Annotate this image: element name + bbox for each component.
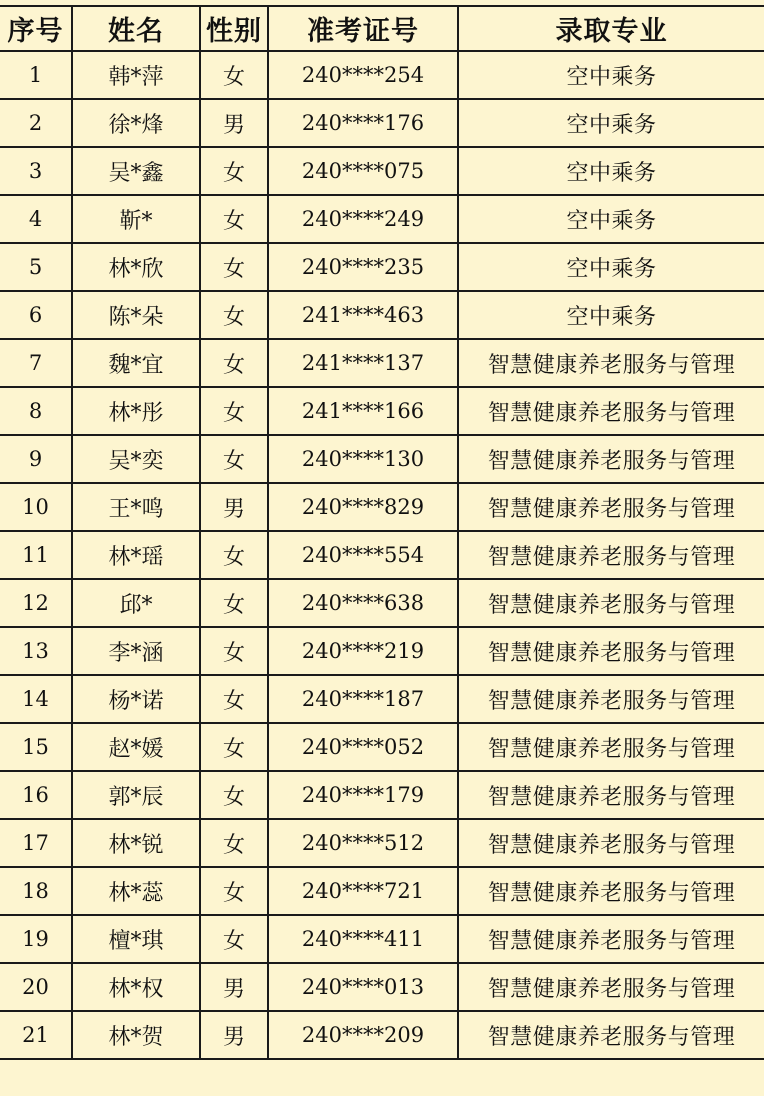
cell-gender: 女 [200, 675, 268, 723]
cell-name: 林*瑶 [72, 531, 200, 579]
table-row [0, 675, 764, 723]
cell-exam-id: 240****235 [268, 243, 458, 291]
cell-no: 21 [0, 1011, 72, 1059]
cell-no: 1 [0, 51, 72, 99]
cell-exam-id: 240****179 [268, 771, 458, 819]
cell-gender: 女 [200, 627, 268, 675]
cell-gender: 女 [200, 771, 268, 819]
cell-exam-id: 240****130 [268, 435, 458, 483]
cell-gender: 女 [200, 387, 268, 435]
cell-no: 10 [0, 483, 72, 531]
table-row [0, 819, 764, 867]
cell-name: 赵*媛 [72, 723, 200, 771]
table-row [0, 147, 764, 195]
cell-exam-id: 241****166 [268, 387, 458, 435]
cell-exam-id: 240****829 [268, 483, 458, 531]
cell-exam-id: 240****176 [268, 99, 458, 147]
cell-no: 16 [0, 771, 72, 819]
header-exam-id: 准考证号 [268, 6, 458, 51]
cell-major: 空中乘务 [458, 51, 764, 99]
cell-exam-id: 240****411 [268, 915, 458, 963]
cell-name: 林*锐 [72, 819, 200, 867]
cell-name: 杨*诺 [72, 675, 200, 723]
cell-gender: 女 [200, 435, 268, 483]
cell-exam-id: 240****721 [268, 867, 458, 915]
cell-major: 智慧健康养老服务与管理 [458, 1011, 764, 1059]
cell-gender: 女 [200, 51, 268, 99]
cell-no: 17 [0, 819, 72, 867]
cell-name: 魏*宜 [72, 339, 200, 387]
cell-no: 12 [0, 579, 72, 627]
table-row [0, 1011, 764, 1059]
cell-name: 王*鸣 [72, 483, 200, 531]
cell-name: 林*欣 [72, 243, 200, 291]
cell-major: 空中乘务 [458, 99, 764, 147]
cell-no: 7 [0, 339, 72, 387]
cell-name: 靳* [72, 195, 200, 243]
cell-gender: 男 [200, 99, 268, 147]
cell-no: 13 [0, 627, 72, 675]
table-row [0, 723, 764, 771]
cell-no: 9 [0, 435, 72, 483]
cell-exam-id: 240****512 [268, 819, 458, 867]
table-row [0, 291, 764, 339]
table-row [0, 963, 764, 1011]
cell-major: 智慧健康养老服务与管理 [458, 483, 764, 531]
table-row [0, 195, 764, 243]
cell-major: 空中乘务 [458, 147, 764, 195]
table-row [0, 867, 764, 915]
cell-gender: 男 [200, 963, 268, 1011]
cell-exam-id: 240****249 [268, 195, 458, 243]
header-gender: 性别 [200, 6, 268, 51]
cell-gender: 女 [200, 915, 268, 963]
cell-gender: 女 [200, 195, 268, 243]
cell-exam-id: 240****219 [268, 627, 458, 675]
table-row [0, 435, 764, 483]
cell-name: 林*贺 [72, 1011, 200, 1059]
cell-no: 6 [0, 291, 72, 339]
cell-gender: 女 [200, 867, 268, 915]
table-row [0, 99, 764, 147]
header-no: 序号 [0, 6, 72, 51]
table-row [0, 531, 764, 579]
cell-exam-id: 240****075 [268, 147, 458, 195]
cell-name: 邱* [72, 579, 200, 627]
cell-no: 2 [0, 99, 72, 147]
table-row [0, 387, 764, 435]
cell-major: 智慧健康养老服务与管理 [458, 339, 764, 387]
cell-major: 智慧健康养老服务与管理 [458, 915, 764, 963]
cell-major: 空中乘务 [458, 291, 764, 339]
table-header-row [0, 6, 764, 51]
cell-exam-id: 241****463 [268, 291, 458, 339]
cell-gender: 男 [200, 483, 268, 531]
cell-major: 智慧健康养老服务与管理 [458, 675, 764, 723]
cell-gender: 女 [200, 723, 268, 771]
cell-name: 林*权 [72, 963, 200, 1011]
cell-name: 檀*琪 [72, 915, 200, 963]
cell-name: 李*涵 [72, 627, 200, 675]
cell-no: 14 [0, 675, 72, 723]
cell-no: 19 [0, 915, 72, 963]
cell-exam-id: 240****209 [268, 1011, 458, 1059]
cell-name: 吴*奕 [72, 435, 200, 483]
cell-major: 空中乘务 [458, 195, 764, 243]
cell-exam-id: 240****187 [268, 675, 458, 723]
cell-no: 3 [0, 147, 72, 195]
table-row [0, 915, 764, 963]
cell-gender: 女 [200, 579, 268, 627]
cell-no: 18 [0, 867, 72, 915]
cell-name: 徐*烽 [72, 99, 200, 147]
cell-exam-id: 240****254 [268, 51, 458, 99]
cell-no: 11 [0, 531, 72, 579]
cell-name: 郭*辰 [72, 771, 200, 819]
cell-gender: 女 [200, 243, 268, 291]
cell-exam-id: 240****554 [268, 531, 458, 579]
cell-major: 智慧健康养老服务与管理 [458, 819, 764, 867]
cell-name: 林*蕊 [72, 867, 200, 915]
cell-major: 智慧健康养老服务与管理 [458, 771, 764, 819]
table-row [0, 483, 764, 531]
cell-major: 智慧健康养老服务与管理 [458, 579, 764, 627]
cell-gender: 女 [200, 819, 268, 867]
cell-gender: 女 [200, 291, 268, 339]
cell-gender: 女 [200, 339, 268, 387]
cell-major: 智慧健康养老服务与管理 [458, 531, 764, 579]
cell-exam-id: 240****052 [268, 723, 458, 771]
cell-name: 陈*朵 [72, 291, 200, 339]
cell-major: 智慧健康养老服务与管理 [458, 627, 764, 675]
cell-gender: 女 [200, 147, 268, 195]
cell-major: 智慧健康养老服务与管理 [458, 963, 764, 1011]
table-body [0, 51, 764, 1059]
cell-major: 智慧健康养老服务与管理 [458, 435, 764, 483]
admission-table [0, 5, 764, 1060]
cell-gender: 女 [200, 531, 268, 579]
cell-exam-id: 240****638 [268, 579, 458, 627]
cell-name: 吴*鑫 [72, 147, 200, 195]
cell-major: 智慧健康养老服务与管理 [458, 867, 764, 915]
header-major: 录取专业 [458, 6, 764, 51]
table-row [0, 339, 764, 387]
cell-name: 韩*萍 [72, 51, 200, 99]
cell-exam-id: 240****013 [268, 963, 458, 1011]
table-row [0, 243, 764, 291]
table-row [0, 627, 764, 675]
cell-major: 智慧健康养老服务与管理 [458, 723, 764, 771]
cell-no: 5 [0, 243, 72, 291]
cell-gender: 男 [200, 1011, 268, 1059]
cell-name: 林*彤 [72, 387, 200, 435]
cell-no: 4 [0, 195, 72, 243]
table-row [0, 579, 764, 627]
cell-no: 15 [0, 723, 72, 771]
cell-major: 空中乘务 [458, 243, 764, 291]
cell-exam-id: 241****137 [268, 339, 458, 387]
header-name: 姓名 [72, 6, 200, 51]
cell-no: 20 [0, 963, 72, 1011]
cell-major: 智慧健康养老服务与管理 [458, 387, 764, 435]
table-row [0, 771, 764, 819]
cell-no: 8 [0, 387, 72, 435]
table-row [0, 51, 764, 99]
